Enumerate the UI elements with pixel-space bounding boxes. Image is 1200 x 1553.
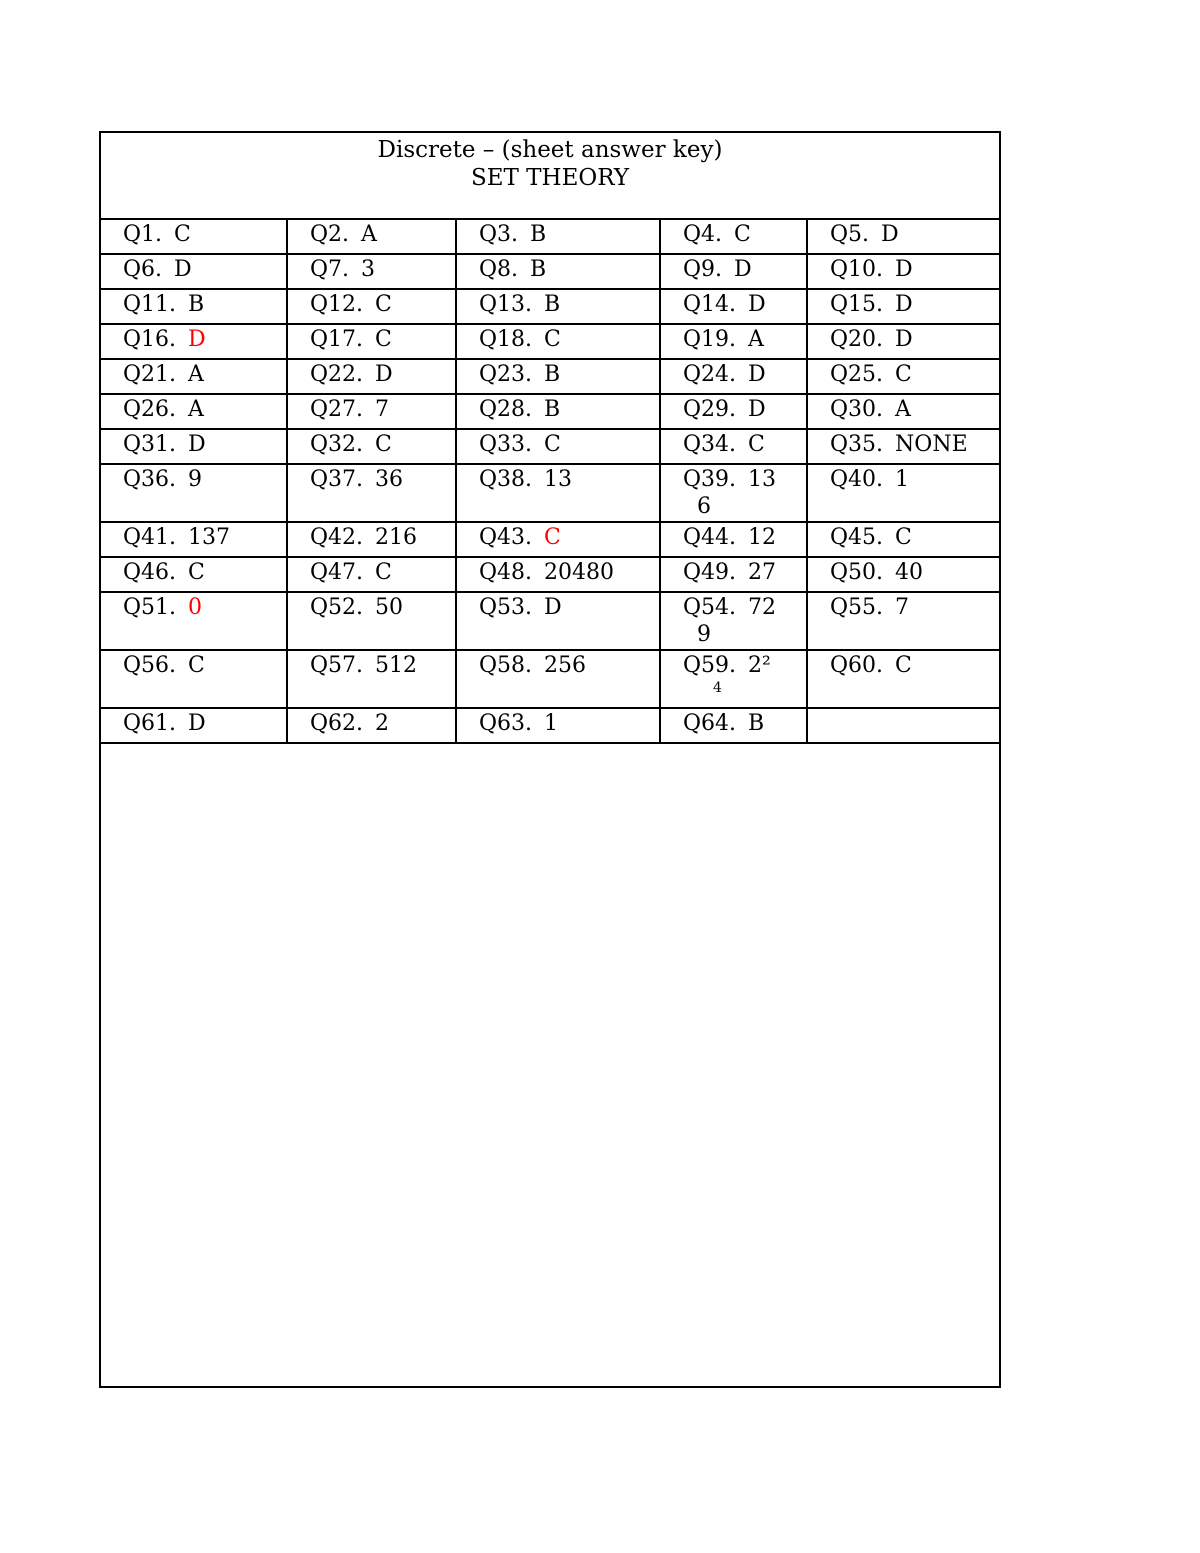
- answer-cell: [288, 523, 457, 556]
- answer-cell: [288, 360, 457, 393]
- answer-cell: [808, 651, 999, 707]
- table-row: [101, 709, 999, 744]
- answer-cell: [808, 360, 999, 393]
- question-number: Q49.: [683, 560, 737, 585]
- answer-cell: [661, 651, 808, 707]
- question-number: Q62.: [310, 711, 364, 736]
- question-number: Q46.: [123, 560, 177, 585]
- question-number: Q6.: [123, 257, 163, 282]
- answer-cell: [808, 465, 999, 521]
- answer-cell: [101, 430, 288, 463]
- question-number: Q41.: [123, 525, 177, 550]
- answer-cell: [661, 523, 808, 556]
- answer-cell: [457, 558, 661, 591]
- answer-value: B: [544, 397, 561, 422]
- question-number: Q22.: [310, 362, 364, 387]
- question-number: Q57.: [310, 653, 364, 678]
- answer-value: D: [188, 711, 206, 736]
- question-number: Q52.: [310, 595, 364, 620]
- question-number: Q2.: [310, 222, 350, 247]
- answer-cell: [457, 220, 661, 253]
- answer-value: B: [188, 292, 205, 317]
- page-subtitle: SET THEORY: [470, 165, 630, 191]
- table-row: [101, 523, 999, 558]
- question-number: Q40.: [830, 467, 884, 492]
- answer-cell: [808, 430, 999, 463]
- answer-value: C: [188, 653, 205, 678]
- question-number: Q4.: [683, 222, 723, 247]
- answer-cell: [288, 325, 457, 358]
- answer-cell: [288, 465, 457, 521]
- answer-cell: [808, 325, 999, 358]
- answer-continuation: 9: [697, 622, 711, 647]
- answer-value: A: [361, 222, 377, 247]
- answer-cell: [457, 430, 661, 463]
- question-number: Q42.: [310, 525, 364, 550]
- answer-cell: [288, 255, 457, 288]
- answer-cell: [808, 523, 999, 556]
- answer-value: 0: [188, 595, 203, 620]
- question-number: Q21.: [123, 362, 177, 387]
- answer-value: C: [375, 327, 392, 352]
- question-number: Q60.: [830, 653, 884, 678]
- question-number: Q14.: [683, 292, 737, 317]
- question-number: Q13.: [479, 292, 533, 317]
- question-number: Q37.: [310, 467, 364, 492]
- answer-value: D: [544, 595, 562, 620]
- answer-cell: [457, 325, 661, 358]
- answer-cell: [101, 593, 288, 649]
- answer-value: D: [895, 257, 913, 282]
- answer-value: C: [375, 432, 392, 457]
- answer-value: B: [748, 711, 765, 736]
- answer-cell: [661, 465, 808, 521]
- question-number: Q64.: [683, 711, 737, 736]
- answer-value: C: [188, 560, 205, 585]
- answer-value: C: [734, 222, 751, 247]
- question-number: Q23.: [479, 362, 533, 387]
- table-row: [101, 290, 999, 325]
- question-number: Q16.: [123, 327, 177, 352]
- question-number: Q30.: [830, 397, 884, 422]
- answer-cell: [457, 395, 661, 428]
- question-number: Q63.: [479, 711, 533, 736]
- answer-cell: [288, 220, 457, 253]
- question-number: Q36.: [123, 467, 177, 492]
- answer-cell: [457, 523, 661, 556]
- answer-grid: [101, 220, 999, 744]
- answer-value: A: [188, 362, 204, 387]
- question-number: Q27.: [310, 397, 364, 422]
- question-number: Q56.: [123, 653, 177, 678]
- question-number: Q54.: [683, 595, 737, 620]
- answer-cell: [288, 290, 457, 323]
- answer-value: D: [895, 292, 913, 317]
- answer-cell: [101, 651, 288, 707]
- table-row: [101, 255, 999, 290]
- answer-cell: [101, 523, 288, 556]
- answer-cell: [288, 709, 457, 742]
- answer-value: 72: [748, 595, 777, 620]
- answer-value: 40: [895, 560, 924, 585]
- answer-value: B: [544, 292, 561, 317]
- answer-cell: [101, 220, 288, 253]
- question-number: Q19.: [683, 327, 737, 352]
- question-number: Q31.: [123, 432, 177, 457]
- table-row: [101, 651, 999, 709]
- question-number: Q3.: [479, 222, 519, 247]
- answer-value: C: [895, 362, 912, 387]
- answer-cell: [457, 255, 661, 288]
- page-title: Discrete – (sheet answer key): [377, 137, 723, 163]
- table-row: [101, 430, 999, 465]
- answer-value: 512: [375, 653, 418, 678]
- question-number: Q15.: [830, 292, 884, 317]
- question-number: Q20.: [830, 327, 884, 352]
- answer-value: B: [530, 257, 547, 282]
- answer-value: B: [530, 222, 547, 247]
- answer-value: B: [544, 362, 561, 387]
- question-number: Q10.: [830, 257, 884, 282]
- answer-cell: [808, 593, 999, 649]
- answer-cell: [661, 220, 808, 253]
- table-row: [101, 558, 999, 593]
- answer-cell: [457, 465, 661, 521]
- answer-cell: [457, 360, 661, 393]
- question-number: Q35.: [830, 432, 884, 457]
- question-number: Q7.: [310, 257, 350, 282]
- answer-value: A: [895, 397, 911, 422]
- answer-cell: [457, 290, 661, 323]
- answer-value: D: [748, 362, 766, 387]
- question-number: Q5.: [830, 222, 870, 247]
- question-number: Q59.: [683, 653, 737, 678]
- answer-cell: [661, 325, 808, 358]
- answer-value: 2: [375, 711, 390, 736]
- answer-value: 7: [375, 397, 390, 422]
- answer-cell: [288, 395, 457, 428]
- answer-value: 7: [895, 595, 910, 620]
- table-row: [101, 465, 999, 523]
- question-number: Q43.: [479, 525, 533, 550]
- answer-value: 256: [544, 653, 587, 678]
- answer-cell: [808, 220, 999, 253]
- answer-value: D: [895, 327, 913, 352]
- answer-value: C: [895, 525, 912, 550]
- answer-cell: [661, 430, 808, 463]
- answer-cell: [101, 395, 288, 428]
- answer-cell: [101, 465, 288, 521]
- answer-value: 36: [375, 467, 404, 492]
- answer-value: 20480: [544, 560, 615, 585]
- answer-cell: [661, 360, 808, 393]
- answer-continuation: 6: [697, 494, 711, 519]
- question-number: Q18.: [479, 327, 533, 352]
- answer-value: A: [188, 397, 204, 422]
- answer-cell: [661, 709, 808, 742]
- question-number: Q24.: [683, 362, 737, 387]
- question-number: Q50.: [830, 560, 884, 585]
- answer-value: 137: [188, 525, 231, 550]
- table-row: [101, 395, 999, 430]
- answer-value: C: [748, 432, 765, 457]
- answer-cell: [288, 593, 457, 649]
- answer-value: 13: [544, 467, 573, 492]
- question-number: Q44.: [683, 525, 737, 550]
- question-number: Q61.: [123, 711, 177, 736]
- answer-cell: [808, 709, 999, 742]
- answer-cell: [661, 290, 808, 323]
- question-number: Q48.: [479, 560, 533, 585]
- question-number: Q47.: [310, 560, 364, 585]
- question-number: Q34.: [683, 432, 737, 457]
- answer-cell: [661, 395, 808, 428]
- answer-value: 9: [188, 467, 203, 492]
- question-number: Q11.: [123, 292, 177, 317]
- answer-value: D: [188, 327, 206, 352]
- question-number: Q8.: [479, 257, 519, 282]
- answer-key-frame: [99, 131, 1001, 1388]
- header: [101, 133, 999, 220]
- answer-cell: [288, 430, 457, 463]
- answer-cell: [808, 290, 999, 323]
- answer-value: D: [375, 362, 393, 387]
- answer-value: NONE: [895, 432, 968, 457]
- answer-cell: [101, 325, 288, 358]
- answer-value: 13: [748, 467, 777, 492]
- question-number: Q9.: [683, 257, 723, 282]
- question-number: Q38.: [479, 467, 533, 492]
- answer-cell: [101, 558, 288, 591]
- answer-cell: [101, 290, 288, 323]
- answer-value: A: [748, 327, 764, 352]
- answer-cell: [457, 593, 661, 649]
- answer-continuation: 4: [713, 680, 722, 696]
- table-row: [101, 593, 999, 651]
- answer-value: D: [881, 222, 899, 247]
- answer-cell: [101, 360, 288, 393]
- table-row: [101, 220, 999, 255]
- answer-value: 27: [748, 560, 777, 585]
- answer-cell: [808, 255, 999, 288]
- answer-cell: [288, 651, 457, 707]
- question-number: Q39.: [683, 467, 737, 492]
- answer-cell: [457, 651, 661, 707]
- question-number: Q45.: [830, 525, 884, 550]
- question-number: Q29.: [683, 397, 737, 422]
- question-number: Q51.: [123, 595, 177, 620]
- answer-value: C: [375, 560, 392, 585]
- answer-cell: [661, 558, 808, 591]
- table-row: [101, 360, 999, 395]
- answer-cell: [101, 709, 288, 742]
- answer-cell: [457, 709, 661, 742]
- answer-value: 1: [895, 467, 910, 492]
- answer-value: 50: [375, 595, 404, 620]
- question-number: Q25.: [830, 362, 884, 387]
- answer-value: D: [734, 257, 752, 282]
- answer-cell: [288, 558, 457, 591]
- answer-value: 2²: [748, 653, 771, 678]
- answer-value: C: [544, 327, 561, 352]
- question-number: Q32.: [310, 432, 364, 457]
- answer-value: D: [748, 397, 766, 422]
- answer-value: C: [544, 525, 561, 550]
- answer-value: 1: [544, 711, 559, 736]
- answer-cell: [661, 255, 808, 288]
- answer-value: C: [174, 222, 191, 247]
- answer-value: D: [174, 257, 192, 282]
- answer-cell: [808, 558, 999, 591]
- question-number: Q1.: [123, 222, 163, 247]
- answer-cell: [808, 395, 999, 428]
- answer-value: D: [188, 432, 206, 457]
- answer-value: 12: [748, 525, 777, 550]
- question-number: Q12.: [310, 292, 364, 317]
- question-number: Q55.: [830, 595, 884, 620]
- answer-value: C: [895, 653, 912, 678]
- question-number: Q26.: [123, 397, 177, 422]
- answer-value: C: [375, 292, 392, 317]
- question-number: Q33.: [479, 432, 533, 457]
- table-row: [101, 325, 999, 360]
- question-number: Q28.: [479, 397, 533, 422]
- answer-value: 3: [361, 257, 376, 282]
- question-number: Q58.: [479, 653, 533, 678]
- answer-value: 216: [375, 525, 418, 550]
- answer-cell: [101, 255, 288, 288]
- answer-cell: [661, 593, 808, 649]
- answer-value: C: [544, 432, 561, 457]
- question-number: Q53.: [479, 595, 533, 620]
- answer-value: D: [748, 292, 766, 317]
- question-number: Q17.: [310, 327, 364, 352]
